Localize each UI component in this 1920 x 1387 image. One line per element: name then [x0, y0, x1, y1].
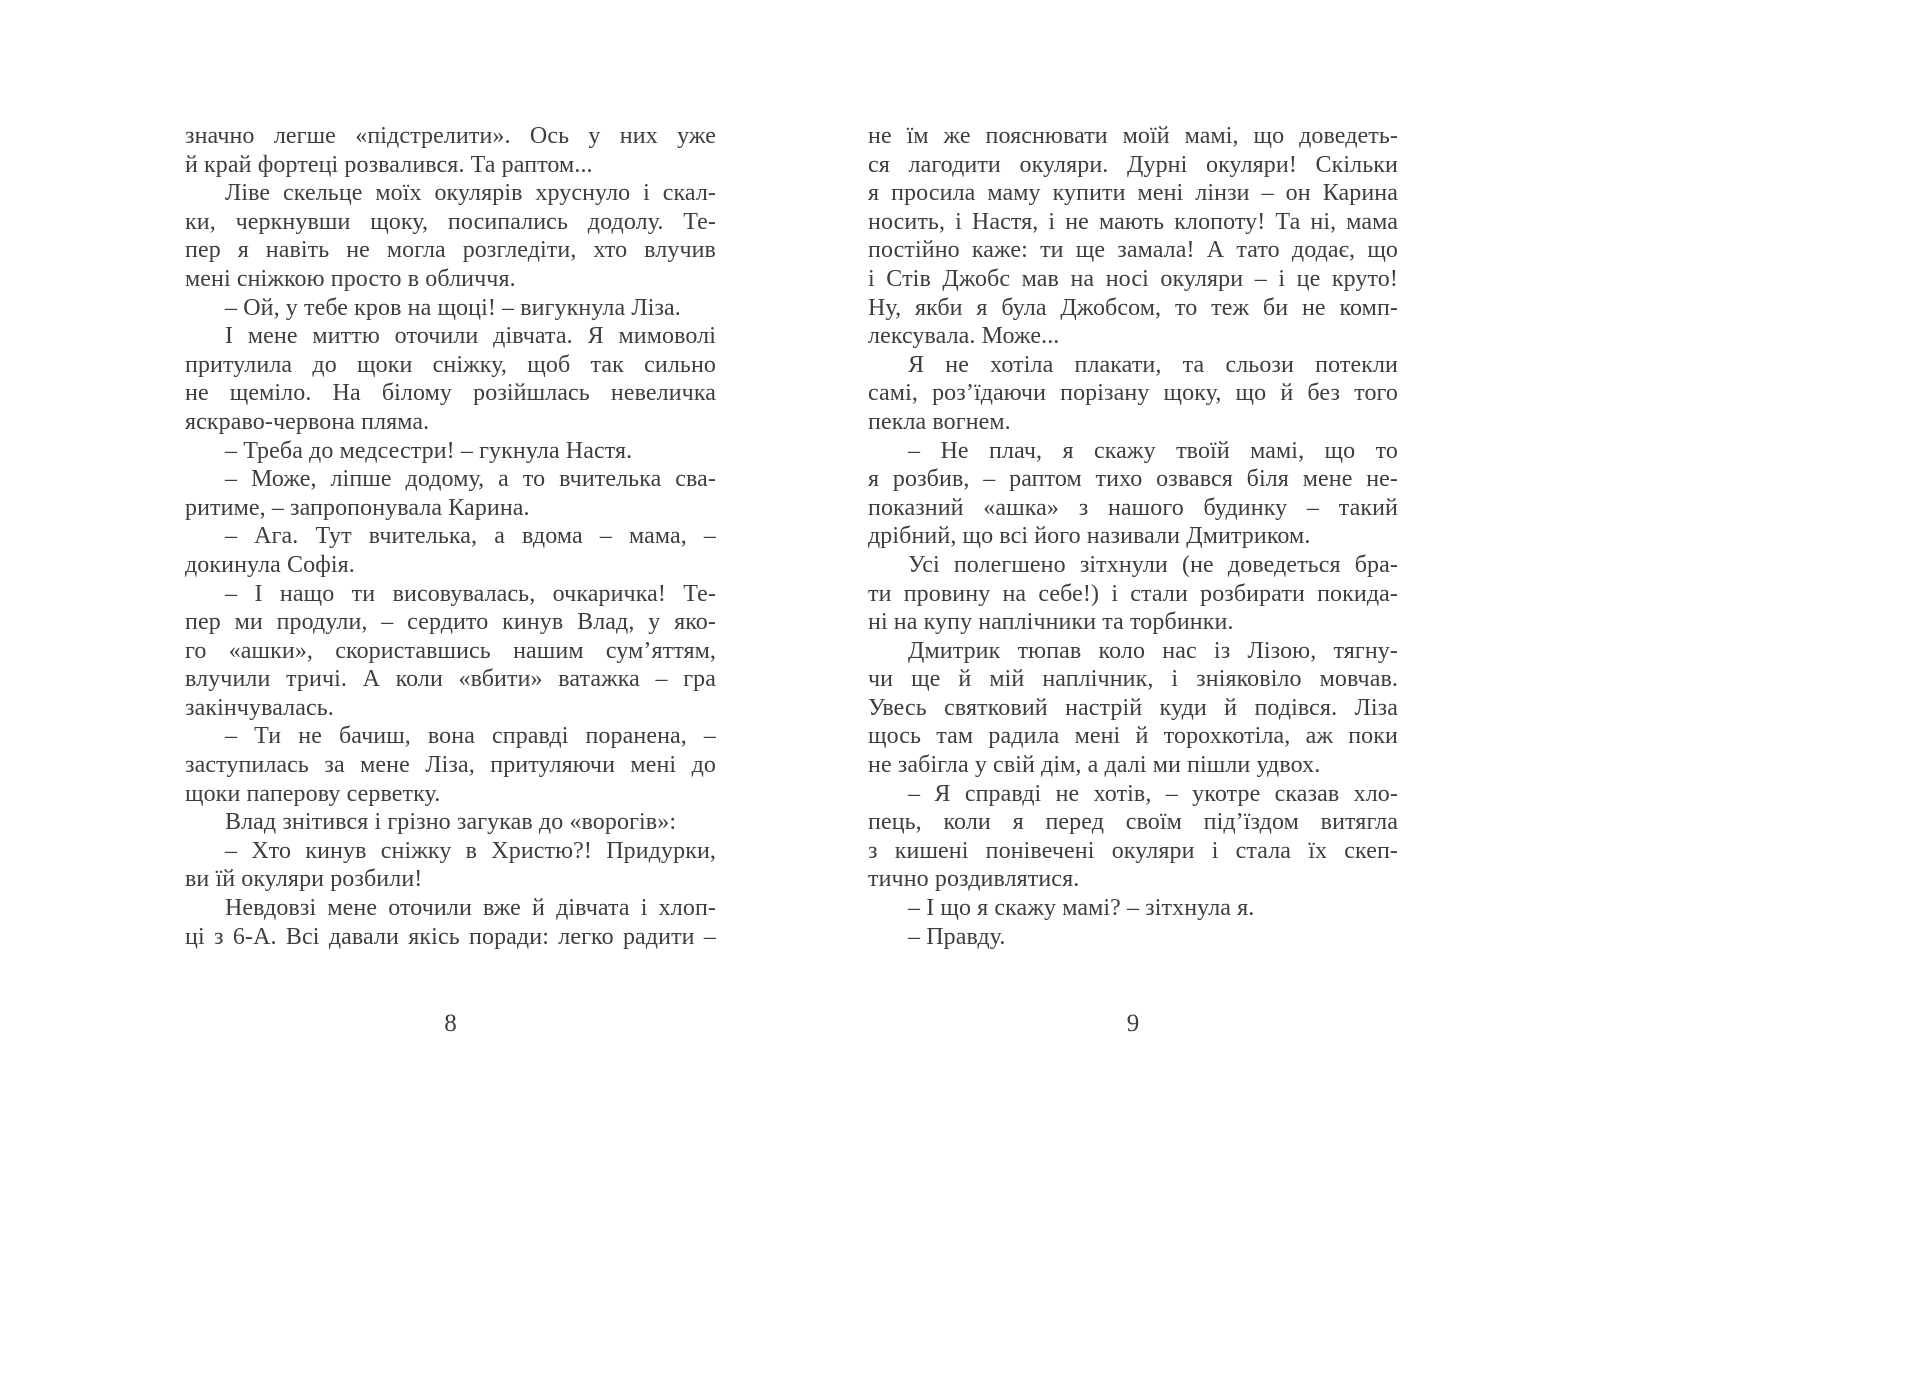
text-line: й край фортеці розвалився. Та раптом... — [185, 151, 593, 178]
text-line: заступилась за мене Ліза, притуляючи мені до — [185, 752, 716, 779]
text-line: ки, черкнувши щоку, посипались додолу. Те- — [185, 208, 716, 235]
text-line: не забігла у свій дім, а далі ми пішли удвох. — [868, 752, 1321, 779]
text-line: – Я справді не хотів, – укотре сказав хло- — [908, 780, 1398, 807]
text-line: – Правду. — [908, 923, 1006, 950]
text-line: пер я навіть не могла розгледіти, хто влучив — [185, 237, 716, 264]
text-line: Влад знітився і грізно загукав до «ворогів»: — [225, 809, 677, 836]
text-line: не їм же пояснювати моїй мамі, що доведеть- — [868, 123, 1398, 149]
text-line: – Ти не бачиш, вона справді поранена, – — [225, 723, 716, 750]
text-line: яскраво-червона пляма. — [185, 408, 430, 435]
text-line: влучили тричі. А коли «вбити» ватажка – гра — [185, 666, 716, 693]
text-line: – Може, ліпше додому, а то вчителька сва- — [225, 466, 716, 493]
text-line: І мене миттю оточили дівчата. Я мимоволі — [225, 323, 716, 350]
text-line: Усі полегшено зітхнули (не доведеться бра- — [908, 551, 1398, 578]
text-line: Увесь святковий настрій куди й подівся. Ліза — [868, 694, 1398, 721]
text-line: пекла вогнем. — [868, 408, 1011, 435]
text-line: – Не плач, я скажу твоїй мамі, що то — [908, 437, 1398, 464]
text-line: – Хто кинув сніжку в Христю?! Придурки, — [225, 837, 716, 864]
text-line: закінчувалась. — [185, 694, 334, 721]
page-left — [185, 0, 716, 1387]
text-line: самі, роз’їдаючи порізану щоку, що й без того — [868, 380, 1398, 407]
text-line: ти провину на себе!) і стали розбирати покида- — [868, 580, 1398, 607]
text-line: я просила маму купити мені лінзи – он Карина — [868, 180, 1398, 207]
text-line: Ліве скельце моїх окулярів хруснуло і скал- — [225, 180, 716, 207]
text-line: з кишені понівечені окуляри і стала їх скеп- — [868, 837, 1398, 864]
text-line: я розбив, – раптом тихо озвався біля мене не- — [868, 466, 1398, 493]
text-line: – Ага. Тут вчителька, а вдома – мама, – — [225, 523, 716, 550]
text-line: Я не хотіла плакати, та сльози потекли — [908, 351, 1398, 378]
text-line: – Ой, у тебе кров на щоці! – вигукнула Ліза. — [225, 294, 681, 321]
text-line: щось там радила мені й торохкотіла, аж поки — [868, 723, 1398, 750]
text-line: го «ашки», скориставшись нашим сум’яттям, — [185, 637, 716, 664]
text-line: – І що я скажу мамі? – зітхнула я. — [908, 895, 1255, 922]
text-line: притулила до щоки сніжку, щоб так сильно — [185, 351, 716, 378]
text-line: не щеміло. На білому розійшлась невеличка — [185, 380, 716, 407]
text-line: докинула Софія. — [185, 551, 355, 578]
text-line: значно легше «підстрелити». Ось у них уже — [185, 123, 716, 149]
page-right-text-column — [868, 122, 1398, 951]
text-line: постійно каже: ти ще замала! А тато додає, що — [868, 237, 1398, 264]
text-line: тично роздивлятися. — [868, 866, 1080, 893]
text-line: ви їй окуляри розбили! — [185, 866, 423, 893]
text-line: ся лагодити окуляри. Дурні окуляри! Скільки — [868, 151, 1398, 178]
text-line: щоки паперову серветку. — [185, 780, 441, 807]
text-line: чи ще й мій наплічник, і зніяковіло мовчав. — [868, 666, 1398, 693]
text-line: і Стів Джобс мав на носі окуляри – і це круто! — [868, 265, 1398, 292]
text-line: – І нащо ти висовувалась, очкаричка! Те- — [225, 580, 716, 607]
text-line: ритиме, – запропонувала Карина. — [185, 494, 530, 521]
text-line: дрібний, що всі його називали Дмитриком. — [868, 523, 1311, 550]
page-right-number: 9 — [1126, 1010, 1140, 1037]
text-line: показний «ашка» з нашого будинку – такий — [868, 494, 1398, 521]
text-line: носить, і Настя, і не мають клопоту! Та ні, мама — [868, 208, 1398, 235]
page-left-text-column — [185, 122, 716, 951]
text-line: Ну, якби я була Джобсом, то теж би не комп- — [868, 294, 1398, 321]
page-right — [868, 0, 1398, 1387]
text-line: – Треба до медсестри! – гукнула Настя. — [225, 437, 633, 464]
text-line: Невдовзі мене оточили вже й дівчата і хлоп- — [225, 895, 716, 922]
page-left-number: 8 — [444, 1010, 457, 1037]
text-line: пер ми продули, – сердито кинув Влад, у яко- — [185, 609, 716, 636]
text-line: Дмитрик тюпав коло нас із Лізою, тягну- — [908, 637, 1398, 664]
text-line: ці з 6-А. Всі давали якісь поради: легко радити – — [185, 923, 716, 950]
text-line: ні на купу наплічники та торбинки. — [868, 609, 1234, 636]
text-line: пець, коли я перед своїм під’їздом витягла — [868, 809, 1398, 836]
text-line: лексувала. Може... — [868, 323, 1060, 350]
text-line: мені сніжкою просто в обличчя. — [185, 265, 516, 292]
